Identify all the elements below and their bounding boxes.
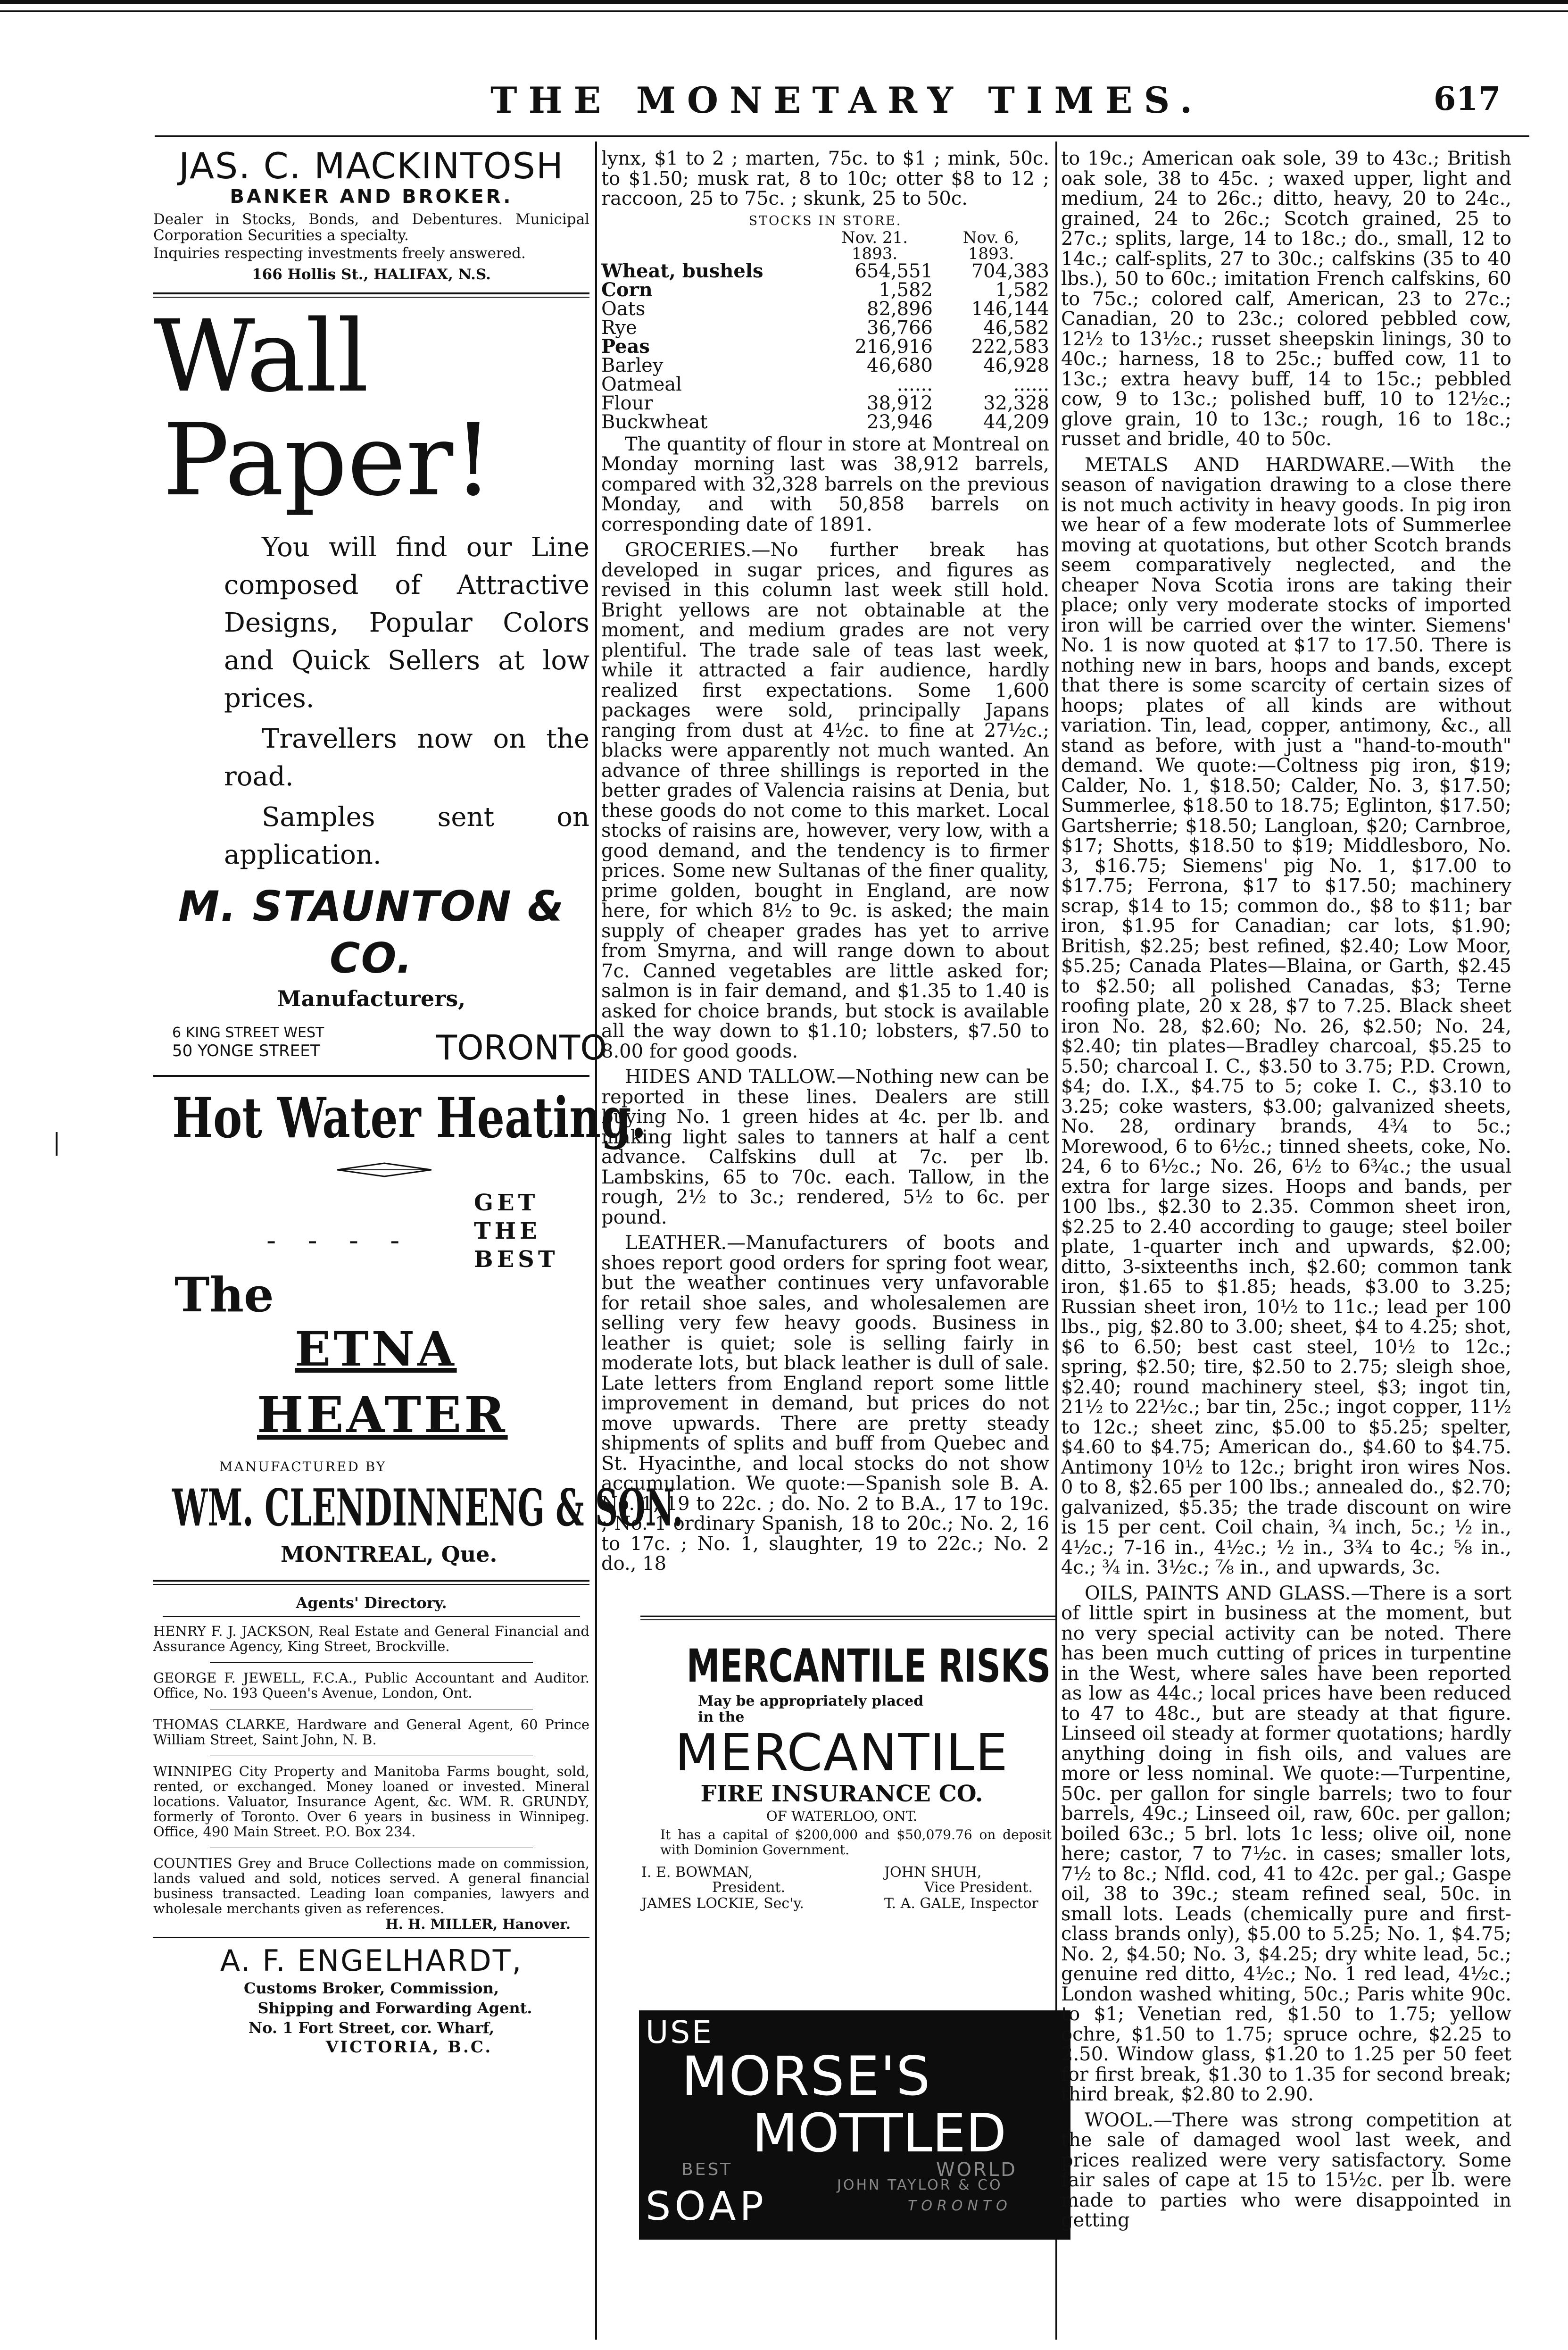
column-divider-1 xyxy=(595,142,597,2340)
stocks-table xyxy=(601,230,1049,432)
risks-fire: FIRE INSURANCE CO. xyxy=(700,1781,983,1807)
staunton-firm: M. STAUNTON & CO. xyxy=(178,882,565,983)
top-border-thin xyxy=(0,10,1568,12)
page-number: 617 xyxy=(1434,80,1501,118)
engelhardt-line4: VICTORIA, B.C. xyxy=(325,2038,493,2057)
entry-divider xyxy=(210,1662,533,1663)
margin-mark xyxy=(56,1132,58,1156)
groceries-head: GROCERIES. xyxy=(625,539,752,561)
row-a: 36,766 xyxy=(867,317,933,339)
table-row xyxy=(601,262,1049,281)
row-name: Rye xyxy=(601,317,637,339)
table-row xyxy=(601,394,1049,413)
metals-text: —With the season of navigation drawing to a close there is not much activity in heavy goods. In pig iron we hear of a few moderate lots of Summerlee moving at quotations, but other Scotch brands seem comparatively neglected, and the cheaper Nova Scotia irons are taking their place; only very moderate stocks of imported iron will be carried over the winter. Siemens' No. 1 is now quoted at $17 to 17.50. There is nothing new in bars, hoops and bands, except that there is some scarcity of certain sizes of hoops; plates of all kinds are without variation. Tin, lead, copper, antimony, &c., all stand as before, with just a "hand-to-mouth" demand. We quote:—Coltness pig iron, $19; Calder, No. 1, $18.50; Calder, No. 3, $17.50; Summerlee, $18.50 to 18.75; Eglinton, $17.50; Gartsherrie; $18.50; Langloan, $20; Carnbroe, $17; Shotts, $18.50 to $19; Middlesboro, No. 3, $16.75; Siemens' pig No. 1, $17.00 to $17.75; Ferrona, $17 to $17.50; machinery scrap, $14 to 15; common do., $8 to $11; bar iron, $1.95 for Canadian; car lots, $1.90; British, $2.25; best refined, $2.40; Low Moor, $5.25; Canada Plates—Blaina, or Garth, $2.45 to $2.50; all polished Canadas, $3; Terne roofing plate, 20 x 28, $7 to 7.25. Black sheet iron No. 28, $2.60; No. 26, $2.50; No. 24, $2.40; tin plates—Bradley charcoal, $5.25 to 5.50; charcoal I. C., $3.50 to 3.75; P.D. Crown, $4; do. I.X., $4.75 to 5; coke I. C., $3.10 to 3.25; coke wasters, $3.00; galvanized sheets, No. 28, ordinary brands, 4¾ to 5c.; Morewood, 6 to 6½c.; tinned sheets, coke, No. 24, 6 to 6½c.; No. 26, 6½ to 6¾c.; the usual extra for large sizes. Hoops and bands, per 100 lbs., $2.30 to 2.35. Common sheet iron, $2.25 to 2.40 according to gauge; steel boiler plate, 1-quarter inch and upwards, $2.00; ditto, 3-sixteenths inch, $2.60; common tank iron, $1.65 to $1.85; heads, $3.00 to 3.25; Russian sheet iron, 10½ to 11c.; lead per 100 lbs., pig, $2.80 to 3.00; sheet, $4 to 4.25; shot, $6 to 6.50; best cast steel, 10½ to 12c.; spring, $2.50; tire, $2.50 to 2.75; sleigh shoe, $2.40; round machinery steel, $3; ingot tin, 21½ to 22½c.; bar tin, 25c.; ingot copper, 11½ to 12c.; sheet zinc, $5.00 to $5.25; spelter, $4.60 to $4.75; American do., $4.60 to $4.75. Antimony 10½ to 12c.; bright iron wires Nos. 0 to 8, $2.65 per 100 lbs.; annealed do., $2.70; galvanized, $5.35; the trade discount on wire is 15 per cent. Coil chain, ¾ inch, 5c.; ½ in., 4½c.; 7-16 in., 4½c.; ½ in., 3¾ to 4c.; ⅝ in., 4c.; ¾ in. 3½c.; ⅞ in., and upwards, 3c. xyxy=(1061,454,1511,1578)
risks-top-rule-thin xyxy=(640,1619,1055,1620)
ad-rule xyxy=(153,292,589,294)
risks-headline: MERCANTILE RISKS xyxy=(686,1640,1051,1692)
header-rule xyxy=(155,135,1529,137)
risks-officer: I. E. BOWMAN, xyxy=(641,1864,753,1881)
agent-entry: HENRY F. J. JACKSON, Real Estate and General Financial and Assurance Agency, King Street, Brockville. xyxy=(153,1623,589,1654)
row-b: 44,209 xyxy=(983,411,1049,433)
mackintosh-line2: Inquiries respecting investments freely answered. xyxy=(153,245,526,262)
row-a: 23,946 xyxy=(867,411,933,433)
soap-best: BEST xyxy=(681,2160,733,2179)
wallpaper-word2: Paper! xyxy=(163,402,493,518)
right-column xyxy=(1061,149,1511,2231)
staunton-addr1: 6 KING STREET WEST xyxy=(172,1025,324,1041)
agent-signature: H. H. MILLER, Hanover. xyxy=(385,1916,571,1932)
agents-title-rule xyxy=(163,1616,580,1617)
wallpaper-word1: Wall xyxy=(153,299,369,414)
risks-of: OF WATERLOO, ONT. xyxy=(766,1808,918,1824)
wallpaper-text2: Travellers now on the road. xyxy=(224,724,589,792)
row-name: Flour xyxy=(601,392,653,414)
dash-line: - - - - xyxy=(266,1224,411,1257)
staunton-addr2: 50 YONGE STREET xyxy=(172,1042,320,1060)
mackintosh-name: JAS. C. MACKINTOSH xyxy=(178,145,564,187)
middle-column xyxy=(601,149,1049,1574)
ad-rule-thin xyxy=(153,297,589,298)
heating-firm: WM. CLENDINNENG & SON. xyxy=(172,1478,683,1538)
soap-world: WORLD xyxy=(936,2159,1017,2181)
soap-word: SOAP xyxy=(646,2183,768,2229)
heating-heater: HEATER xyxy=(257,1386,508,1444)
row-b: 32,328 xyxy=(983,392,1049,414)
ad-rule-thin xyxy=(153,1584,589,1585)
engelhardt-name: A. F. ENGELHARDT, xyxy=(220,1943,523,1978)
wallpaper-text3: Samples sent on application. xyxy=(224,802,589,870)
col-b-year: 1893. xyxy=(968,244,1014,263)
engelhardt-line1: Customs Broker, Commission, xyxy=(243,1979,499,1997)
metals-head: METALS AND HARDWARE. xyxy=(1085,454,1391,476)
table-row xyxy=(601,281,1049,300)
wallpaper-ad xyxy=(153,299,607,1071)
soap-line1: MORSE'S xyxy=(681,2045,931,2108)
heating-etna: ETNA xyxy=(295,1321,457,1377)
soap-line2: MOTTLED xyxy=(752,2103,1007,2164)
row-b: 704,383 xyxy=(971,260,1049,282)
row-a: 1,582 xyxy=(879,279,933,301)
staunton-address-block xyxy=(153,1019,607,1071)
column-divider-2 xyxy=(1055,142,1057,2340)
heating-mfd: MANUFACTURED BY xyxy=(219,1459,387,1475)
col-a-header xyxy=(816,230,933,262)
top-border xyxy=(0,0,1568,4)
mackintosh-line1: Dealer in Stocks, Bonds, and Debentures. Municipal Corporation Securities a specialty. xyxy=(153,211,589,244)
risks-sub: May be appropriately placed in the xyxy=(698,1693,924,1725)
wool-text: —There was strong competition at the sale of damaged wool last week, and prices realized were very satisfactory. Some fair sales of cape at 15 to 15½c. per lb. were made to parties who were disappointed in getting xyxy=(1061,2109,1511,2231)
morses-soap-ad xyxy=(639,2010,1070,2240)
metals-paragraph xyxy=(1061,455,1511,1578)
col-a-date: Nov. 21. xyxy=(841,228,908,247)
leather-continued: to 19c.; American oak sole, 39 to 43c.; British oak sole, 38 to 45c. ; waxed upper, light and medium, 24 to 26c.; ditto, heavy, 20 to 24c., grained, 24 to 26c.; Scotch grained, 25 to 27c.; splits, large, 14 to 18c.; do., small, 12 to 14c.; calf-splits, 27 to 30c.; calfskins (35 to 40 lbs.), 50 to 60c.; imitation French calfskins, 60 to 75c.; colored calf, American, 23 to 27c.; Canadian, 20 to 23c.; colored pebbled cow, 12½ to 13½c.; russet sheepskin linings, 30 to 40c.; harness, 18 to 25c.; buffed cow, 11 to 13c.; extra heavy buff, 14 to 15c.; pebbled cow, 9 to 13c.; polished buff, 10 to 12½c.; glove grain, 10 to 13c.; rough, 16 to 18c.; russet and bridle, 40 to 50c. xyxy=(1061,148,1511,450)
row-a: 82,896 xyxy=(867,298,933,320)
row-b: 1,582 xyxy=(995,279,1049,301)
leather-head: LEATHER. xyxy=(625,1232,727,1254)
row-name: Buckwheat xyxy=(601,411,708,433)
row-a: ...... xyxy=(896,373,933,395)
col-b-date: Nov. 6, xyxy=(962,228,1020,247)
table-row xyxy=(601,300,1049,318)
row-b: 222,583 xyxy=(971,335,1049,358)
risks-officer: T. A. GALE, Inspector xyxy=(884,1895,1038,1912)
mackintosh-ad xyxy=(153,146,589,283)
hides-paragraph xyxy=(601,1067,1049,1227)
risks-officers xyxy=(632,1864,1052,1930)
staunton-city: TORONTO xyxy=(436,1028,607,1067)
heating-get: GET xyxy=(474,1190,539,1216)
row-a: 216,916 xyxy=(855,335,933,358)
table-row xyxy=(601,337,1049,356)
row-name: Oatmeal xyxy=(601,373,682,395)
wool-head: WOOL. xyxy=(1085,2109,1153,2131)
heating-the-big: The xyxy=(174,1267,274,1323)
staunton-role: Manufacturers, xyxy=(277,986,466,1011)
row-a: 654,551 xyxy=(855,260,933,282)
row-name: Corn xyxy=(601,278,653,301)
hides-text: —Nothing new can be reported in these lines. Dealers are still buying No. 1 green hides at 4c. per lb. and making light sales to tanners at half a cent advance. Calfskins dull at 7c. per lb. Lambskins, 65 to 70c. each. Tallow, in the rough, 2½ to 3c.; rendered, 5½ to 6c. per pound. xyxy=(601,1066,1050,1228)
row-name: Wheat, bushels xyxy=(601,259,763,282)
furs-paragraph: lynx, $1 to 2 ; marten, 75c. to $1 ; mink, 50c. to $1.50; musk rat, 8 to 10c; otter $8 to 12 ; raccoon, 25 to 75c. ; skunk, 25 to 50c. xyxy=(601,148,1049,209)
soap-use: USE xyxy=(646,2014,713,2050)
stocks-header-row xyxy=(601,230,1049,262)
heating-city: MONTREAL, Que. xyxy=(281,1542,498,1567)
agent-entry: WINNIPEG City Property and Manitoba Farms bought, sold, rented, or exchanged. Money loaned or invested. Mineral locations. Valuator, Insurance Agent, &c. WM. R. GRUNDY, formerly of Toronto. Over 6 years in business in Winnipeg. Office, 490 Main Street. P.O. Box 234. xyxy=(153,1763,589,1840)
hides-head: HIDES AND TALLOW. xyxy=(625,1066,837,1088)
ornament-icon xyxy=(337,1160,431,1179)
risks-officer: JOHN SHUH, xyxy=(884,1864,982,1881)
wool-paragraph xyxy=(1061,2110,1511,2231)
engelhardt-ad xyxy=(153,1943,589,2057)
agent-entry: COUNTIES Grey and Bruce Collections made on commission, lands valued and sold, notices served. A general financial business transacted. Leading loan companies, lawyers and wholesale merchants given as references. xyxy=(153,1855,589,1917)
row-b: 46,928 xyxy=(983,354,1049,376)
row-a: 46,680 xyxy=(867,354,933,376)
table-row xyxy=(601,318,1049,337)
risks-capital: It has a capital of $200,000 and $50,079.76 on deposit with Dominion Government. xyxy=(660,1827,1052,1858)
stocks-title: STOCKS IN STORE. xyxy=(748,213,902,228)
heating-the: THE xyxy=(474,1218,541,1244)
mackintosh-address: 166 Hollis St., HALIFAX, N.S. xyxy=(252,266,491,283)
row-b: 46,582 xyxy=(983,317,1049,339)
row-a: 38,912 xyxy=(867,392,933,414)
oils-head: OILS, PAINTS AND GLASS. xyxy=(1085,1582,1351,1604)
agent-entry: GEORGE F. JEWELL, F.C.A., Public Accountant and Auditor. Office, No. 193 Queen's Avenue, London, Ont. xyxy=(153,1670,589,1701)
mackintosh-title: BANKER AND BROKER. xyxy=(230,186,513,208)
groceries-paragraph xyxy=(601,540,1049,1061)
risks-officer: JAMES LOCKIE, Sec'y. xyxy=(641,1895,804,1912)
masthead-title: THE MONETARY TIMES. xyxy=(490,79,1204,121)
heating-headline: Hot Water Heating. xyxy=(172,1085,647,1150)
table-row xyxy=(601,413,1049,432)
ad-rule xyxy=(153,1075,589,1077)
row-name: Peas xyxy=(601,335,650,358)
ad-rule xyxy=(153,1580,589,1582)
flour-paragraph: The quantity of flour in store at Montreal on Monday morning last was 38,912 barrels, compared with 32,328 barrels on the previous Monday, and with 50,858 barrels on corresponding date of 1891. xyxy=(601,433,1049,535)
agents-directory xyxy=(153,1593,589,1932)
soap-maker: JOHN TAYLOR & CO xyxy=(837,2177,1003,2193)
mercantile-risks-ad xyxy=(632,1642,1052,1930)
risks-officer-title: Vice President. xyxy=(924,1879,1033,1896)
leather-paragraph xyxy=(601,1233,1049,1574)
leather-text: —Manufacturers of boots and shoes report good orders for spring foot wear, but the weather continues very unfavorable for retail shoe sales, and wholesalemen are selling very few heavy goods. Business in leather is quiet; sole is selling fairly in moderate lots, but black leather is dull of sale. Late letters from England report some little improvement in demand, but prices do not move upwards. There are pretty steady shipments of splits and buff from Quebec and St. Hyacinthe, and local stocks do not show accumulation. We quote:—Spanish sole B. A. No. 1, 19 to 22c. ; do. No. 2 to B.A., 17 to 19c. ; No. 1 ordinary Spanish, 18 to 20c.; No. 2, 16 to 17c. ; No. 1, slaughter, 19 to 22c.; No. 2 do., 18 xyxy=(601,1232,1049,1575)
groceries-text: —No further break has developed in sugar prices, and figures as revised in this column last week still hold. Bright yellows are not obtainable at the moment, and medium grades are not very plentiful. The trade sale of teas last week, while it attracted a fair audience, hardly realized first expectations. Some 1,600 packages were sold, principally Japans ranging from dust at 4½c. to fine at 27½c.; blacks were apparently not much wanted. An advance of three shillings is reported in the better grades of Valencia raisins at Denia, but these goods do not come to this market. Local stocks of raisins are, however, very low, with a good demand, and the tendency is to firmer prices. Some new Sultanas of the finer quality, prime golden, bought in England, are now here, for which 8½ to 9c. is asked; the main supply of cheaper grades has yet to arrive from Smyrna, and will range down to about 7c. Canned vegetables are little asked for; salmon is in fair demand, and $1.35 to 1.40 is asked for choice brands, but stock is available all the way down to $1.10; lobsters, $7.50 to 8.00 for good goods. xyxy=(601,539,1049,1062)
engelhardt-line3: No. 1 Fort Street, cor. Wharf, xyxy=(248,2019,495,2037)
row-b: ...... xyxy=(1013,373,1049,395)
risks-name: MERCANTILE xyxy=(675,1724,1009,1783)
heating-best: BEST xyxy=(474,1246,559,1273)
table-row xyxy=(601,356,1049,375)
risks-top-rule xyxy=(640,1616,1055,1617)
col-a-year: 1893. xyxy=(851,244,898,263)
page-header xyxy=(0,79,1568,131)
row-b: 146,144 xyxy=(971,298,1049,320)
oils-paragraph xyxy=(1061,1583,1511,2105)
engelhardt-line2: Shipping and Forwarding Agent. xyxy=(257,1999,532,2017)
oils-text: —There is a sort of little spirt in business at the moment, but no very special activity can be noted. There has been much cutting of prices in turpentine in the West, where sales have been reported as low as 44c.; local prices have been reduced to 47 to 48c., but are steady at that figure. Linseed oil steady at former quotations; hardly anything doing in fish oils, and values are more or less nominal. We quote:—Turpentine, 50c. per gallon for single barrels; two to four barrels, 49c.; Linseed oil, raw, 60c. per gallon; boiled 63c.; 5 brl. lots 1c less; olive oil, none here; castor, 7 to 7½c. in cases; smaller lots, 7½ to 8c.; Nfld. cod, 41 to 42c. per gal.; Gaspe oil, 38 to 39c.; steam refined seal, 50c. in small lots. Leads (chemically pure and first-class brands only), $5.00 to 5.25; No. 1, $4.75; No. 2, $4.50; No. 3, $4.25; dry white lead, 5c.; genuine red ditto, 4½c.; No. 1 red lead, 4½c.; London washed whiting, 50c.; Paris white 90c. to $1; Venetian red, $1.50 to 1.75; yellow ochre, $1.50 to 1.75; spruce ochre, $2.25 to 2.50. Window glass, $1.20 to 1.25 per 50 feet for first break, $1.30 to 1.35 for second break; third break, $2.80 to 2.90. xyxy=(1061,1582,1511,2105)
row-name: Barley xyxy=(601,354,664,376)
risks-officer-title: President. xyxy=(712,1879,786,1896)
soap-city: TORONTO xyxy=(908,2198,1012,2214)
table-row xyxy=(601,375,1049,394)
row-name: Oats xyxy=(601,298,646,320)
col-b-header xyxy=(933,230,1049,262)
agent-entry: THOMAS CLARKE, Hardware and General Agent, 60 Prince William Street, Saint John, N. B. xyxy=(153,1717,589,1748)
ad-rule xyxy=(153,1937,589,1938)
wallpaper-text1: You will find our Line composed of Attractive Designs, Popular Colors and Quick Sellers at low prices. xyxy=(224,532,589,714)
agents-title: Agents' Directory. xyxy=(296,1594,447,1612)
